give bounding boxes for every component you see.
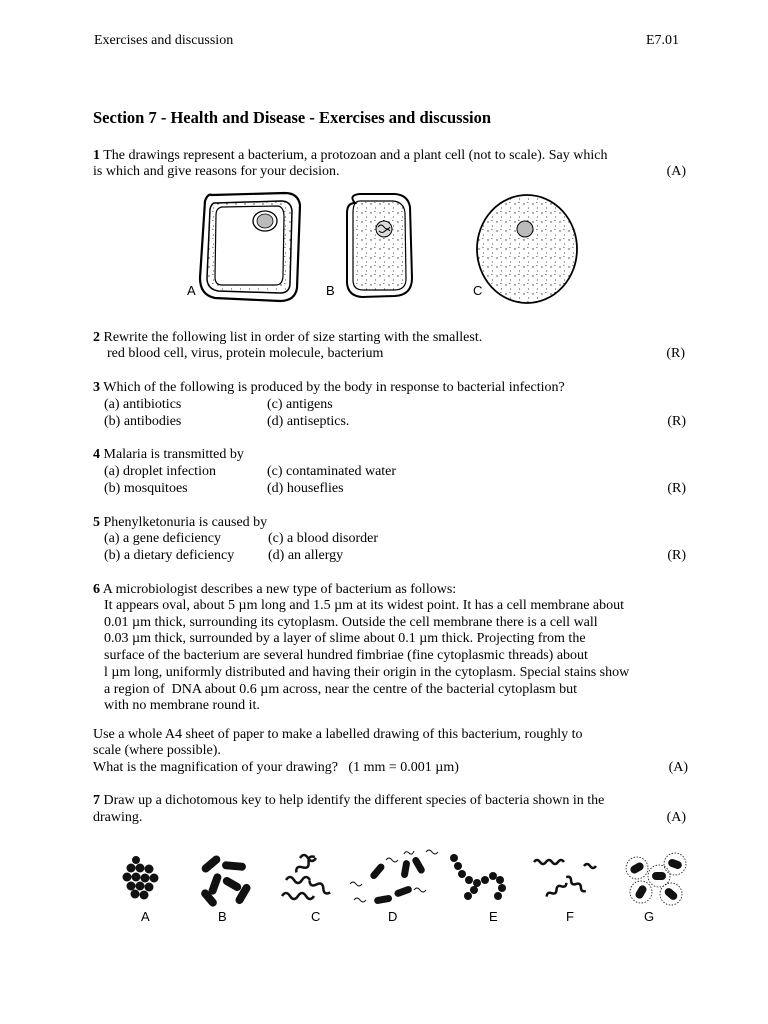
q2-line1: [93, 329, 482, 346]
q5-option-c: (c) a blood disorder: [268, 531, 379, 546]
running-header-left: Exercises and discussion: [94, 33, 234, 48]
species-label-g: G: [644, 909, 655, 924]
q6-text: A microbiologist describes a new type of bacterium as follows:: [102, 582, 457, 597]
q4-tag: (R): [667, 481, 686, 496]
species-label-d: D: [388, 909, 398, 924]
q5-number: 5: [93, 515, 100, 530]
q7-text1: Draw up a dichotomous key to help identify the different species of bacteria shown in the: [103, 793, 605, 808]
q4-option-b: (b) mosquitoes: [104, 481, 188, 496]
q5-text: Phenylketonuria is caused by: [103, 515, 268, 530]
q5-tag: (R): [667, 548, 686, 563]
q1-tag: (A): [666, 164, 686, 179]
q4-option-d: (d) houseflies: [267, 481, 344, 496]
q6-body-line: It appears oval, about 5 µm long and 1.5 µm at its widest point. It has a cell membrane about: [104, 598, 625, 613]
q2-number: 2: [93, 330, 100, 345]
running-header-right: E7.01: [646, 33, 680, 48]
q3-option-d: (d) antiseptics.: [267, 414, 350, 429]
q6-body-line: 0.03 µm thick, surrounded by a layer of slime about 0.1 µm thick. Projecting from the: [104, 631, 586, 646]
q5-option-a: (a) a gene deficiency: [104, 531, 221, 546]
bacteria-d-drawing: [350, 850, 438, 905]
q5-option-d: (d) an allergy: [268, 548, 344, 563]
q7-tag: (A): [666, 810, 686, 825]
q1-line2: is which and give reasons for your decision.: [93, 164, 340, 179]
q4-text: Malaria is transmitted by: [103, 447, 244, 462]
q2-line2: red blood cell, virus, protein molecule, bacterium: [107, 346, 384, 361]
cell-label-a: A: [187, 283, 196, 298]
cell-drawings-figure: [180, 183, 590, 323]
bacteria-b-drawing: [200, 854, 252, 908]
q2-text1: Rewrite the following list in order of size starting with the smallest.: [103, 330, 483, 345]
q3-option-c: (c) antigens: [267, 397, 333, 412]
q3-stem: [93, 379, 565, 396]
cell-label-c: C: [473, 283, 483, 298]
bacteria-g-drawing: [626, 853, 686, 905]
q6-instruction-2: scale (where possible).: [93, 743, 221, 758]
q4-stem: [93, 446, 244, 463]
q5-stem: [93, 514, 267, 531]
bacteria-c-drawing: [282, 855, 332, 899]
q1-text1: The drawings represent a bacterium, a protozoan and a plant cell (not to scale). Say which: [103, 148, 608, 163]
cell-label-b: B: [326, 283, 335, 298]
q6-body-line: 0.01 µm thick, surrounding its cytoplasm. Outside the cell membrane there is a cell wall: [104, 615, 598, 630]
bacteria-e-drawing: [450, 854, 506, 900]
species-label-f: F: [566, 909, 574, 924]
species-label-a: A: [141, 909, 150, 924]
q6-body-line: with no membrane round it.: [104, 698, 260, 713]
q3-option-a: (a) antibiotics: [104, 397, 182, 412]
q3-tag: (R): [667, 414, 686, 429]
q6-number: 6: [93, 582, 100, 597]
q6-instruction-3: What is the magnification of your drawing? (1 mm = 0.001 µm): [93, 760, 459, 775]
q3-text: Which of the following is produced by the body in response to bacterial infection?: [103, 380, 565, 395]
species-label-e: E: [489, 909, 498, 924]
q4-option-a: (a) droplet infection: [104, 464, 216, 479]
q2-tag: (R): [666, 346, 685, 361]
q3-option-b: (b) antibodies: [104, 414, 182, 429]
bacteria-species-figure: [104, 838, 694, 918]
q6-tag: (A): [668, 760, 688, 775]
bacteria-f-drawing: [534, 860, 596, 898]
q5-option-b: (b) a dietary deficiency: [104, 548, 235, 563]
q6-stem: [93, 581, 456, 598]
q3-number: 3: [93, 380, 100, 395]
q6-body-line: l µm long, uniformly distributed and having their origin in the cytoplasm. Special stains show: [104, 665, 630, 680]
species-label-c: C: [311, 909, 321, 924]
q7-line1: [93, 792, 604, 809]
q1-line1: [93, 147, 607, 164]
cell-c-drawing: [477, 195, 577, 303]
q6-body-line: a region of DNA about 0.6 µm across, near the centre of the bacterial cytoplasm but: [104, 682, 578, 697]
cell-b-drawing: [347, 194, 412, 297]
q7-number: 7: [93, 793, 100, 808]
q1-number: 1: [93, 148, 100, 163]
cell-a-drawing: [200, 193, 300, 301]
species-label-b: B: [218, 909, 227, 924]
q7-line2: drawing.: [93, 810, 143, 825]
q4-number: 4: [93, 447, 100, 462]
q6-body-line: surface of the bacterium are several hundred fimbriae (fine cytoplasmic threads) about: [104, 648, 588, 663]
bacteria-a-drawing: [123, 856, 159, 900]
q6-instruction-1: Use a whole A4 sheet of paper to make a labelled drawing of this bacterium, roughly to: [93, 727, 583, 742]
q4-option-c: (c) contaminated water: [267, 464, 397, 479]
page-title: Section 7 - Health and Disease - Exercises and discussion: [93, 108, 492, 127]
